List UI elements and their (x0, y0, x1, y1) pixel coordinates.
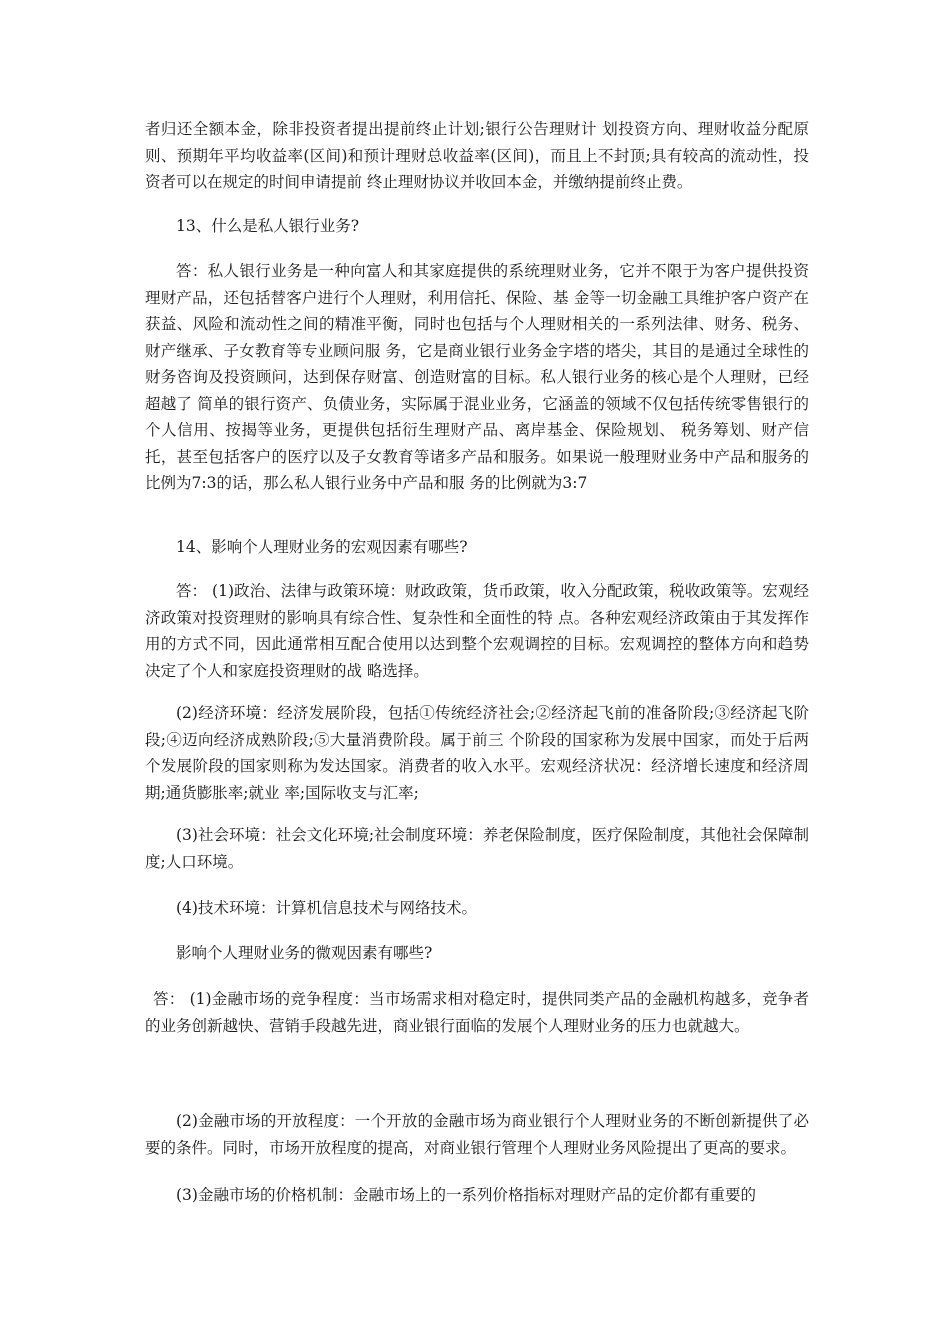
answer-13-paragraph: 答：私人银行业务是一种向富人和其家庭提供的系统理财业务，它并不限于为客户提供投资理财产品，还包括替客户进行个人理财，利用信托、保险、基 金等一切金融工具维护客户资产在获益、风险和流动性之间的精准平衡，同时也包括与个人理财相关的一系列法律、财务、税务、财产继承、子女教育等专业顾问服 务，它是商业银行业务金字塔的塔尖，其目的是通过全球性的财务咨询及投资顾问，达到保存财富、创造财富的目标。私人银行业务的核心是个人理财，已经超越了 简单的银行资产、负债业务，实际属于混业业务，它涵盖的领域不仅包括传统零售银行的个人信用、按揭等业务，更提供包括衍生理财产品、离岸基金、保险规划、 税务筹划、财产信托，甚至包括客户的医疗以及子女教育等诸多产品和服务。如果说一般理财业务中产品和服务的比例为7:3的话，那么私人银行业务中产品和服 务的比例就为3:7 (145, 262, 809, 492)
answer-14-economic-paragraph: (2)经济环境：经济发展阶段，包括①传统经济社会;②经济起飞前的准备阶段;③经济起飞阶段;④迈向经济成熟阶段;⑤大量消费阶段。属于前三 个阶段的国家称为发展中国家，而处于后两个发展阶段的国家则称为发达国家。消费者的收入水平。宏观经济状况：经济增长速度和经济周期;通货膨胀率;就业 率;国际收支与汇率; (145, 704, 809, 802)
answer-14-social-paragraph: (3)社会环境：社会文化环境;社会制度环境：养老保险制度，医疗保险制度，其他社会保障制度;人口环境。 (145, 826, 809, 871)
paragraph-continuation: 者归还全额本金，除非投资者提出提前终止计划;银行公告理财计 划投资方向、理财收益分配原则、预期年平均收益率(区间)和预计理财总收益率(区间)，而且上不封顶;具有较高的流动性，投资者可以在规定的时间申请提前 终止理财协议并收回本金，并缴纳提前终止费。 (145, 120, 809, 191)
answer-14-technology-paragraph: (4)技术环境：计算机信息技术与网络技术。 (176, 899, 477, 917)
answer-micro-competition-paragraph: 答： (1)金融市场的竞争程度：当市场需求相对稳定时，提供同类产品的金融机构越多，竞争者的业务创新越快、营销手段越先进，商业银行面临的发展个人理财业务的压力也就越大。 (145, 990, 809, 1035)
question-13-heading: 13、什么是私人银行业务? (176, 217, 360, 235)
question-14-heading: 14、影响个人理财业务的宏观因素有哪些? (176, 538, 468, 556)
answer-micro-price-paragraph: (3)金融市场的价格机制：金融市场上的一系列价格指标对理财产品的定价都有重要的 (176, 1186, 756, 1204)
answer-micro-openness-paragraph: (2)金融市场的开放程度：一个开放的金融市场为商业银行个人理财业务的不断创新提供了必要的条件。同时，市场开放程度的提高，对商业银行管理个人理财业务风险提出了更高的要求。 (145, 1112, 809, 1157)
micro-factors-heading: 影响个人理财业务的微观因素有哪些? (176, 944, 433, 962)
answer-14-political-paragraph: 答： (1)政治、法律与政策环境：财政政策，货币政策，收入分配政策，税收政策等。宏观经济政策对投资理财的影响具有综合性、复杂性和全面性的特 点。各种宏观经济政策由于其发挥作用的方式不同，因此通常相互配合使用以达到整个宏观调控的目标。宏观调控的整体方向和趋势决定了个人和家庭投资理财的战 略选择。 (145, 582, 809, 680)
